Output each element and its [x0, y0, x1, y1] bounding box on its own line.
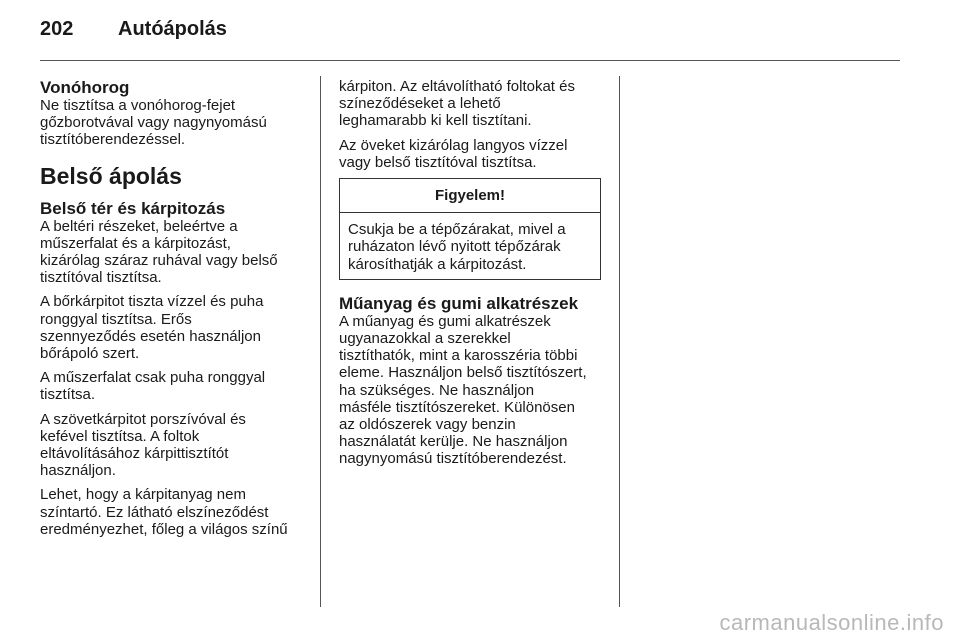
header-rule	[40, 60, 900, 61]
continued-paragraph: kárpiton. Az eltávolítható foltokat és színező​déseket a lehető leghamarabb ki kell tisztítani.	[339, 78, 575, 130]
upholstery-paragraph: A műszerfalat csak puha ronggyal tisztítsa.	[40, 369, 266, 404]
section-heading-tow-hitch: Vonóhorog	[40, 78, 130, 97]
page-number: 202	[40, 18, 74, 40]
column-middle	[339, 78, 607, 475]
chapter-title: Autóápolás	[118, 18, 227, 40]
tow-hitch-text: Ne tisztítsa a vonóhorog-fejet gőzborotvával vagy nagynyomású tisztítóberendezéssel.	[40, 97, 267, 149]
notice-text: Csukja be a tépőzárakat, mivel a ruházaton lévő nyitott tépőzárak károsíthatják a kárpitozást.	[348, 221, 566, 273]
column-left	[40, 78, 310, 545]
upholstery-paragraph: Lehet, hogy a kárpitanyag nem színtartó. Ez látható elszíneződést eredményezhet, főleg a világos színű	[40, 486, 288, 538]
section-heading-plastic-rubber: Műanyag és gumi alkatrészek	[339, 293, 579, 313]
plastic-rubber-text: A műanyag és gumi alkatrészek ugyanazokkal a szerekkel tisztíthatók, mint a karosszéria többi eleme. Használjon belső tisztítószert, ha szükséges. Ne használjon másféle tisztítószereket. Különösen az oldószerek vagy benzin használatát kerülje. Ne használjon nagynyomású tisztítóberendezést.	[339, 312, 587, 468]
upholstery-paragraph: A beltéri részeket, beleértve a műszerfalat és a kárpitozást, kizárólag száraz ruhával vagy belső tisztítóval tisztítsa.	[40, 217, 278, 287]
column-divider-left	[320, 76, 321, 607]
belts-paragraph: Az öveket kizárólag langyos vízzel vagy belső tisztítóval tisztítsa.	[339, 136, 568, 171]
section-heading-interior-care: Belső ápolás	[40, 162, 182, 189]
section-heading-upholstery: Belső tér és kárpitozás	[40, 198, 226, 218]
notice-box	[339, 178, 601, 280]
column-divider-right	[619, 76, 620, 607]
notice-title: Figyelem!	[340, 179, 600, 213]
watermark: carmanualsonline.info	[719, 610, 944, 635]
page-header	[40, 18, 900, 48]
upholstery-paragraph: A bőrkárpitot tiszta vízzel és puha ronggyal tisztítsa. Erős szennyeződés esetén használjon bőrápoló szert.	[40, 293, 264, 363]
upholstery-paragraph: A szövetkárpitot porszívóval és kefével tisztítsa. A foltok eltávolításához kárpittisztítót használjon.	[40, 410, 246, 480]
